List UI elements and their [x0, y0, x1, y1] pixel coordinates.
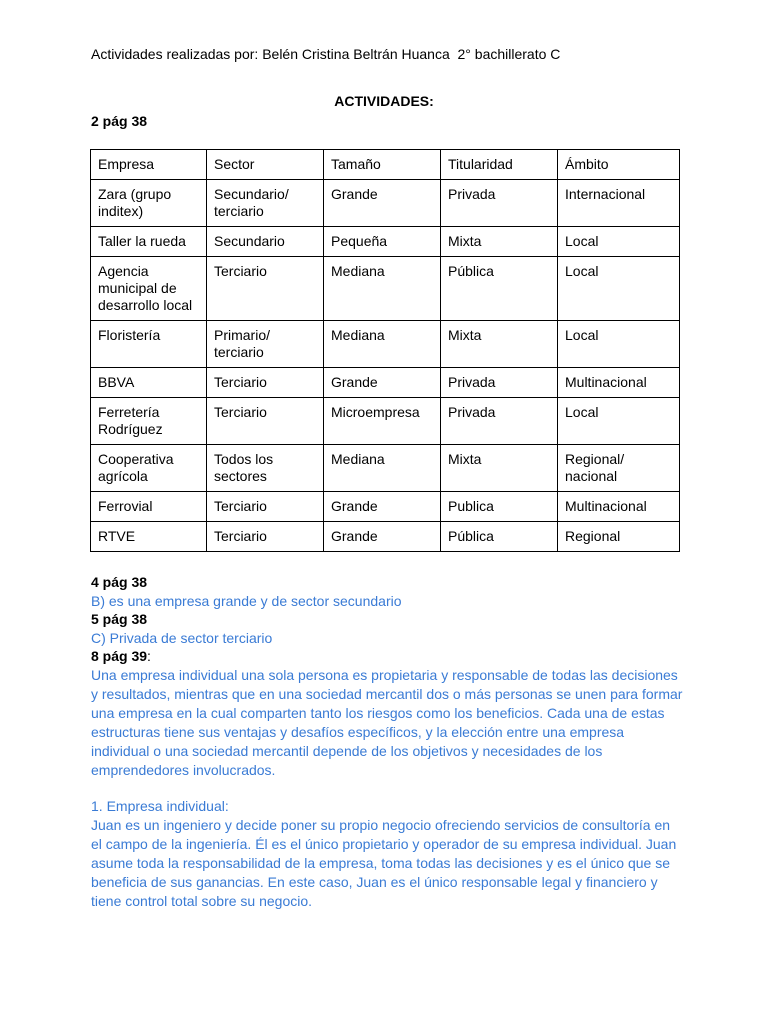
table-cell-tamano: Mediana — [324, 257, 441, 321]
companies-table — [90, 149, 680, 552]
table-cell-sector: Todos los sectores — [207, 445, 324, 492]
header-cell-sector: Sector — [207, 150, 324, 180]
table-cell-titularidad: Publica — [441, 492, 558, 522]
table-cell-empresa: Ferretería Rodríguez — [91, 398, 207, 445]
table-cell-empresa: Zara (grupo inditex) — [91, 180, 207, 227]
table-header-row — [91, 150, 680, 180]
table-cell-ambito: Multinacional — [558, 368, 680, 398]
section-4-answer: B) es una empresa grande y de sector secundario — [91, 593, 402, 609]
example-heading: 1. Empresa individual: — [91, 798, 229, 814]
table-cell-sector: Terciario — [207, 398, 324, 445]
table-row — [91, 492, 680, 522]
table-row — [91, 445, 680, 492]
table-row — [91, 257, 680, 321]
table-cell-empresa: RTVE — [91, 522, 207, 552]
page-title: ACTIVIDADES: — [334, 93, 434, 109]
header-cell-titularidad: Titularidad — [441, 150, 558, 180]
table-cell-tamano: Grande — [324, 492, 441, 522]
table-cell-titularidad: Privada — [441, 368, 558, 398]
header-cell-tamano: Tamaño — [324, 150, 441, 180]
table-cell-titularidad: Mixta — [441, 227, 558, 257]
table-cell-tamano: Microempresa — [324, 398, 441, 445]
table-cell-empresa: Ferrovial — [91, 492, 207, 522]
table-cell-empresa: Agencia municipal de desarrollo local — [91, 257, 207, 321]
table-cell-tamano: Mediana — [324, 321, 441, 368]
table-cell-ambito: Multinacional — [558, 492, 680, 522]
table-cell-tamano: Grande — [324, 522, 441, 552]
table-cell-ambito: Local — [558, 227, 680, 257]
table-cell-titularidad: Mixta — [441, 321, 558, 368]
table-cell-titularidad: Privada — [441, 180, 558, 227]
table-cell-ambito: Regional — [558, 522, 680, 552]
section-5-label: 5 pág 38 — [91, 611, 148, 627]
table-row — [91, 522, 680, 552]
table-cell-ambito: Local — [558, 321, 680, 368]
table-row — [91, 398, 680, 445]
table-cell-empresa: Cooperativa agrícola — [91, 445, 207, 492]
table-cell-titularidad: Privada — [441, 398, 558, 445]
table-row — [91, 180, 680, 227]
table-row — [91, 368, 680, 398]
author-line: Actividades realizadas por: Belén Cristina Beltrán Huanca 2° bachillerato C — [91, 46, 561, 62]
table-cell-sector: Terciario — [207, 368, 324, 398]
table-cell-titularidad: Pública — [441, 257, 558, 321]
table-cell-ambito: Regional/ nacional — [558, 445, 680, 492]
table-cell-sector: Terciario — [207, 257, 324, 321]
table-cell-sector: Secundario — [207, 227, 324, 257]
section-8-label-wrapper — [91, 648, 151, 664]
table-cell-tamano: Pequeña — [324, 227, 441, 257]
section-8-paragraph: Una empresa individual una sola persona es propietaria y responsable de todas las decisiones y resultados, mientras que en una sociedad mercantil dos o más personas se unen para formar una empresa en la cual comparten tanto los riesgos como los beneficios. Cada una de estas estructuras tiene sus ventajas y desafíos específicos, y la elección entre una empresa individual o una sociedad mercantil depende de los objetivos y necesidades de los emprendedores involucrados. — [91, 667, 683, 778]
section-5-answer: C) Privada de sector terciario — [91, 630, 273, 646]
table-cell-ambito: Internacional — [558, 180, 680, 227]
table-cell-tamano: Mediana — [324, 445, 441, 492]
example-text: Juan es un ingeniero y decide poner su propio negocio ofreciendo servicios de consultoría en el campo de la ingeniería. Él es el único propietario y operador de su empresa individual. Juan asume toda la responsabilidad de la empresa, toma todas las decisiones y es el único que se beneficia de sus ganancias. En este caso, Juan es el único responsable legal y financiero y tiene control total sobre su negocio. — [91, 817, 677, 909]
table-row — [91, 227, 680, 257]
table-cell-tamano: Grande — [324, 368, 441, 398]
table-cell-titularidad: Pública — [441, 522, 558, 552]
companies-table-body — [91, 150, 680, 552]
section-2-label: 2 pág 38 — [91, 113, 148, 129]
table-cell-tamano: Grande — [324, 180, 441, 227]
table-cell-sector: Secundario/ terciario — [207, 180, 324, 227]
table-row — [91, 321, 680, 368]
table-cell-sector: Terciario — [207, 522, 324, 552]
section-8-label: 8 pág 39 — [91, 648, 148, 664]
section-8-label-colon: : — [147, 648, 151, 664]
table-cell-ambito: Local — [558, 398, 680, 445]
table-cell-empresa: Taller la rueda — [91, 227, 207, 257]
table-cell-empresa: BBVA — [91, 368, 207, 398]
table-cell-sector: Primario/ terciario — [207, 321, 324, 368]
header-cell-empresa: Empresa — [91, 150, 207, 180]
table-cell-ambito: Local — [558, 257, 680, 321]
table-cell-sector: Terciario — [207, 492, 324, 522]
section-4-label: 4 pág 38 — [91, 574, 148, 590]
table-cell-titularidad: Mixta — [441, 445, 558, 492]
header-cell-ambito: Ámbito — [558, 150, 680, 180]
table-cell-empresa: Floristería — [91, 321, 207, 368]
